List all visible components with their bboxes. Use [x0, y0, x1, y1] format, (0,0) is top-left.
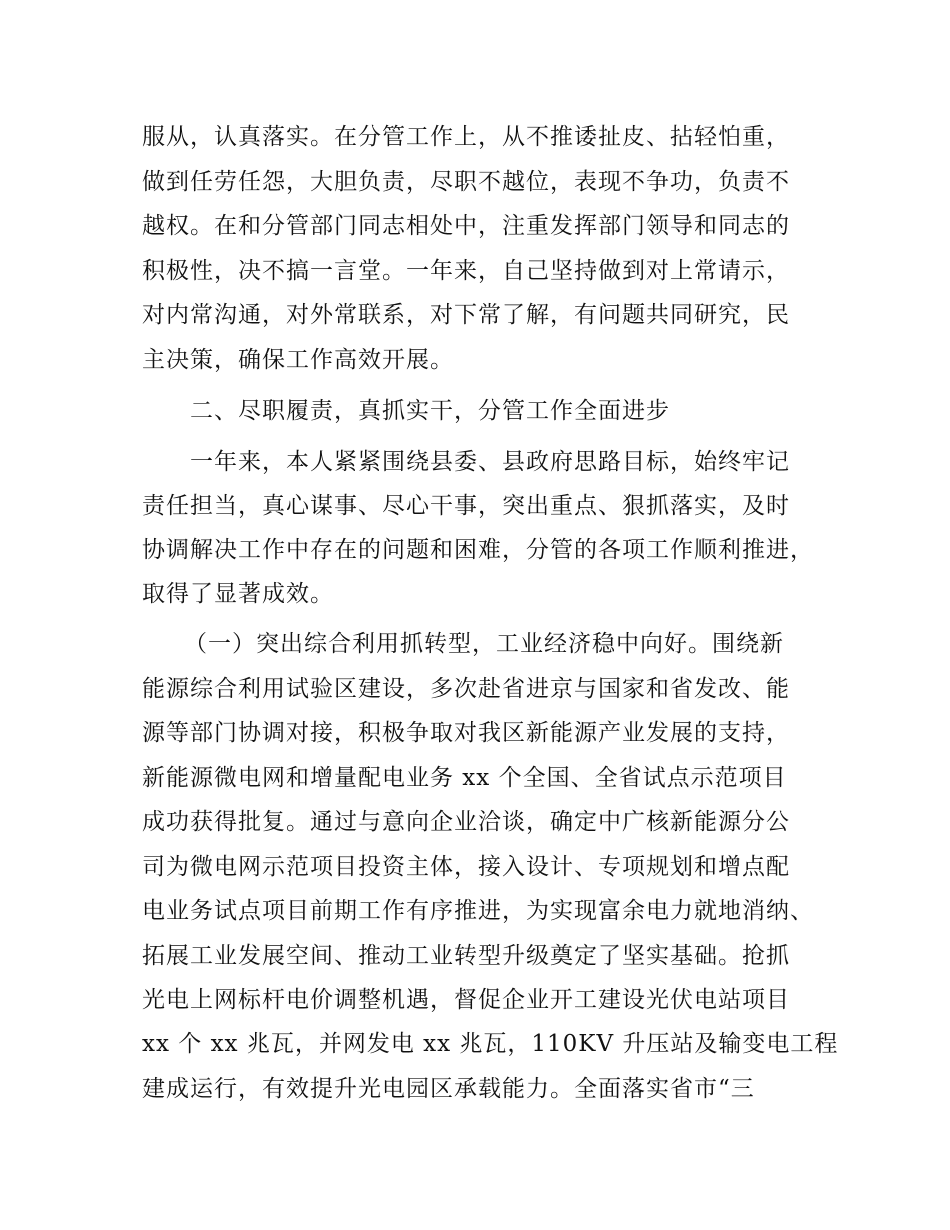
body-text-line: 新能源微电网和增量配电业务 xx 个全国、全省试点示范项目 [142, 765, 787, 791]
body-text-line: 协调解决工作中存在的问题和困难，分管的各项工作顺利推进， [142, 537, 814, 563]
body-text-line: 做到任劳任怨，大胆负责，尽职不越位，表现不争功，负责不 [142, 169, 790, 195]
section-heading: 二、尽职履责，真抓实干，分管工作全面进步 [190, 398, 670, 424]
body-text-line: 主决策，确保工作高效开展。 [142, 347, 454, 373]
body-text-line: 对内常沟通，对外常联系，对下常了解，有问题共同研究，民 [142, 302, 790, 328]
body-text-line: 电业务试点项目前期工作有序推进，为实现富余电力就地消纳、 [142, 898, 814, 924]
body-text-line: 拓展工业发展空间、推动工业转型升级奠定了坚实基础。抢抓 [142, 943, 790, 969]
body-text-line: 服从，认真落实。在分管工作上，从不推诿扯皮、拈轻怕重， [142, 124, 790, 150]
subsection-paragraph-start: （一）突出综合利用抓转型，工业经济稳中向好。围绕新 [184, 631, 784, 657]
body-text-line: 取得了显著成效。 [142, 581, 334, 607]
body-text-line: xx 个 xx 兆瓦，并网发电 xx 兆瓦，110KV 升压站及输变电工程 [142, 1031, 839, 1057]
body-text-line: 源等部门协调对接，积极争取对我区新能源产业发展的支持， [142, 720, 790, 746]
body-text-line: 一年来，本人紧紧围绕县委、县政府思路目标，始终牢记 [190, 449, 790, 475]
body-text-line: 成功获得批复。通过与意向企业洽谈，确定中广核新能源分公 [142, 809, 790, 835]
body-text-line: 建成运行，有效提升光电园区承载能力。全面落实省市“三 [142, 1076, 755, 1102]
body-text-line: 责任担当，真心谋事、尽心干事，突出重点、狠抓落实，及时 [142, 493, 790, 519]
body-text-line: 积极性，决不搞一言堂。一年来，自己坚持做到对上常请示， [142, 258, 790, 284]
body-text-line: 越权。在和分管部门同志相处中，注重发挥部门领导和同志的 [142, 213, 790, 239]
body-text-line: 光电上网标杆电价调整机遇，督促企业开工建设光伏电站项目 [142, 987, 790, 1013]
body-text-line: 能源综合利用试验区建设，多次赴省进京与国家和省发改、能 [142, 676, 790, 702]
body-text-line: 司为微电网示范项目投资主体，接入设计、专项规划和增点配 [142, 854, 790, 880]
